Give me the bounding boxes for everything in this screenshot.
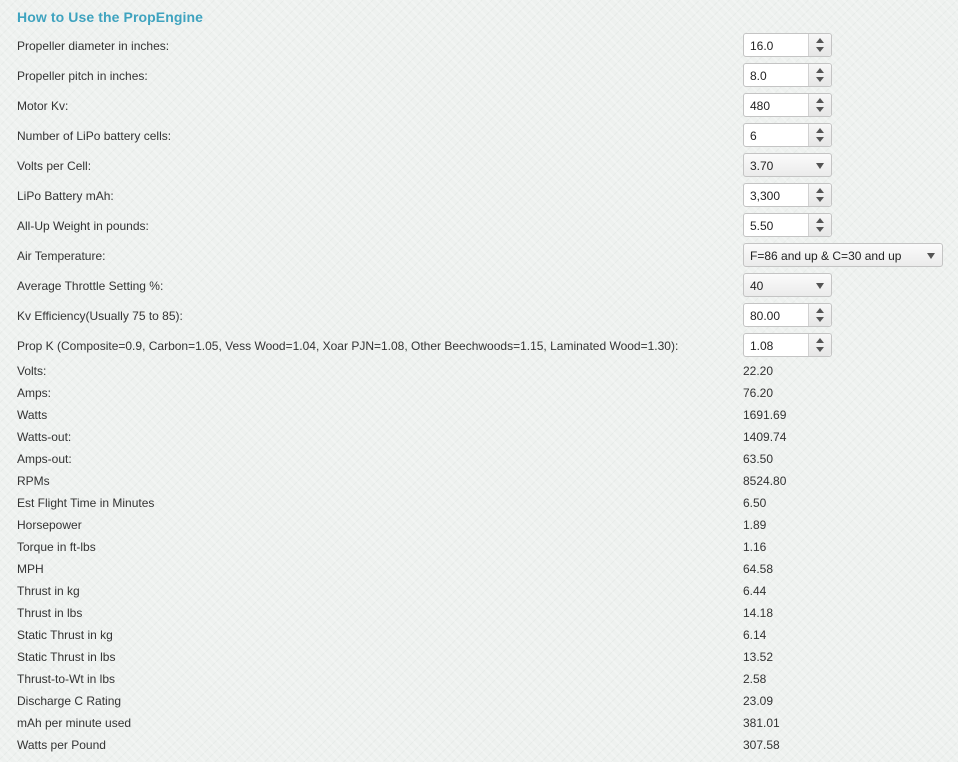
output-row — [0, 515, 958, 537]
stepper-up-icon[interactable] — [816, 188, 824, 193]
prop-k-value[interactable]: 1.08 — [750, 339, 774, 353]
input-row-all-up-weight — [0, 213, 958, 239]
lipo-cells-stepper[interactable] — [808, 124, 831, 146]
chevron-down-icon[interactable] — [927, 253, 935, 259]
output-row — [0, 647, 958, 669]
prop-diameter-stepper[interactable] — [808, 34, 831, 56]
output-label: Est Flight Time in Minutes — [17, 496, 155, 510]
output-row — [0, 735, 958, 757]
output-value: 1409.74 — [743, 430, 787, 444]
prop-k-input[interactable] — [743, 333, 832, 357]
output-row — [0, 691, 958, 713]
output-label: Volts: — [17, 364, 47, 378]
output-value: 63.50 — [743, 452, 774, 466]
output-row — [0, 537, 958, 559]
output-row — [0, 449, 958, 471]
output-label: Horsepower — [17, 518, 82, 532]
output-value: 381.01 — [743, 716, 780, 730]
motor-kv-value[interactable]: 480 — [750, 99, 771, 113]
air-temperature-select[interactable] — [743, 243, 943, 267]
output-row — [0, 669, 958, 691]
air-temperature-label: Air Temperature: — [17, 249, 106, 263]
input-row-air-temperature — [0, 243, 958, 269]
output-row — [0, 713, 958, 735]
chevron-down-icon[interactable] — [816, 283, 824, 289]
output-value: 6.50 — [743, 496, 767, 510]
output-label: Static Thrust in kg — [17, 628, 113, 642]
output-value: 307.58 — [743, 738, 780, 752]
output-label: Watts — [17, 408, 48, 422]
lipo-cells-value[interactable]: 6 — [750, 129, 757, 143]
stepper-up-icon[interactable] — [816, 218, 824, 223]
input-row-prop-diameter — [0, 33, 958, 59]
output-value: 76.20 — [743, 386, 774, 400]
output-label: MPH — [17, 562, 44, 576]
volts-per-cell-label: Volts per Cell: — [17, 159, 92, 173]
output-label: Amps: — [17, 386, 52, 400]
battery-mah-label: LiPo Battery mAh: — [17, 189, 114, 203]
stepper-down-icon[interactable] — [816, 227, 824, 232]
input-row-battery-mah — [0, 183, 958, 209]
prop-k-label: Prop K (Composite=0.9, Carbon=1.05, Vess Wood=1.04, Xoar PJN=1.08, Other Beechwoods=1.15, Laminated Wood=1.30): — [17, 339, 679, 353]
kv-efficiency-input[interactable] — [743, 303, 832, 327]
all-up-weight-label: All-Up Weight in pounds: — [17, 219, 149, 233]
output-value: 23.09 — [743, 694, 774, 708]
all-up-weight-value[interactable]: 5.50 — [750, 219, 774, 233]
output-row — [0, 581, 958, 603]
chevron-down-icon[interactable] — [816, 163, 824, 169]
prop-diameter-value[interactable]: 16.0 — [750, 39, 774, 53]
output-label: Thrust in lbs — [17, 606, 83, 620]
output-row — [0, 471, 958, 493]
prop-pitch-label: Propeller pitch in inches: — [17, 69, 148, 83]
output-label: RPMs — [17, 474, 50, 488]
prop-diameter-input[interactable] — [743, 33, 832, 57]
output-label: Watts per Pound — [17, 738, 106, 752]
output-value: 64.58 — [743, 562, 774, 576]
input-row-prop-pitch — [0, 63, 958, 89]
output-label: Discharge C Rating — [17, 694, 122, 708]
motor-kv-label: Motor Kv: — [17, 99, 69, 113]
prop-diameter-label: Propeller diameter in inches: — [17, 39, 170, 53]
prop-pitch-value[interactable]: 8.0 — [750, 69, 767, 83]
stepper-up-icon[interactable] — [816, 38, 824, 43]
output-row — [0, 559, 958, 581]
prop-pitch-input[interactable] — [743, 63, 832, 87]
input-row-motor-kv — [0, 93, 958, 119]
input-row-prop-k — [0, 333, 958, 359]
prop-k-stepper[interactable] — [808, 334, 831, 356]
output-label: Watts-out: — [17, 430, 72, 444]
stepper-up-icon[interactable] — [816, 128, 824, 133]
output-row — [0, 603, 958, 625]
output-row — [0, 383, 958, 405]
input-row-throttle-setting — [0, 273, 958, 299]
output-value: 6.44 — [743, 584, 767, 598]
volts-per-cell-value[interactable]: 3.70 — [750, 159, 774, 173]
output-label: Thrust-to-Wt in lbs — [17, 672, 116, 686]
output-value: 2.58 — [743, 672, 767, 686]
stepper-down-icon[interactable] — [816, 77, 824, 82]
throttle-setting-value[interactable]: 40 — [750, 279, 764, 293]
battery-mah-value[interactable]: 3,300 — [750, 189, 781, 203]
page-title: How to Use the PropEngine — [17, 9, 204, 25]
kv-efficiency-stepper[interactable] — [808, 304, 831, 326]
lipo-cells-input[interactable] — [743, 123, 832, 147]
output-row — [0, 361, 958, 383]
output-row — [0, 427, 958, 449]
stepper-down-icon[interactable] — [816, 347, 824, 352]
stepper-down-icon[interactable] — [816, 317, 824, 322]
kv-efficiency-value[interactable]: 80.00 — [750, 309, 781, 323]
input-row-lipo-cells — [0, 123, 958, 149]
output-label: Torque in ft-lbs — [17, 540, 96, 554]
battery-mah-stepper[interactable] — [808, 184, 831, 206]
stepper-down-icon[interactable] — [816, 137, 824, 142]
output-row — [0, 493, 958, 515]
output-value: 1.16 — [743, 540, 767, 554]
battery-mah-input[interactable] — [743, 183, 832, 207]
output-label: Thrust in kg — [17, 584, 80, 598]
volts-per-cell-select[interactable] — [743, 153, 832, 177]
kv-efficiency-label: Kv Efficiency(Usually 75 to 85): — [17, 309, 183, 323]
motor-kv-input[interactable] — [743, 93, 832, 117]
air-temperature-value[interactable]: F=86 and up & C=30 and up — [750, 249, 902, 263]
output-value: 13.52 — [743, 650, 774, 664]
stepper-down-icon[interactable] — [816, 197, 824, 202]
all-up-weight-stepper[interactable] — [808, 214, 831, 236]
stepper-up-icon[interactable] — [816, 338, 824, 343]
stepper-up-icon[interactable] — [816, 68, 824, 73]
throttle-setting-label: Average Throttle Setting %: — [17, 279, 164, 293]
output-value: 14.18 — [743, 606, 774, 620]
output-label: Amps-out: — [17, 452, 72, 466]
motor-kv-stepper[interactable] — [808, 94, 831, 116]
stepper-down-icon[interactable] — [816, 47, 824, 52]
output-row — [0, 625, 958, 647]
output-value: 6.14 — [743, 628, 767, 642]
lipo-cells-label: Number of LiPo battery cells: — [17, 129, 172, 143]
stepper-up-icon[interactable] — [816, 98, 824, 103]
output-value: 1691.69 — [743, 408, 787, 422]
output-value: 22.20 — [743, 364, 774, 378]
output-row — [0, 405, 958, 427]
throttle-setting-select[interactable] — [743, 273, 832, 297]
input-row-kv-efficiency — [0, 303, 958, 329]
all-up-weight-input[interactable] — [743, 213, 832, 237]
input-row-volts-per-cell — [0, 153, 958, 179]
output-value: 8524.80 — [743, 474, 787, 488]
stepper-up-icon[interactable] — [816, 308, 824, 313]
output-label: mAh per minute used — [17, 716, 132, 730]
output-label: Static Thrust in lbs — [17, 650, 116, 664]
stepper-down-icon[interactable] — [816, 107, 824, 112]
output-value: 1.89 — [743, 518, 767, 532]
prop-pitch-stepper[interactable] — [808, 64, 831, 86]
